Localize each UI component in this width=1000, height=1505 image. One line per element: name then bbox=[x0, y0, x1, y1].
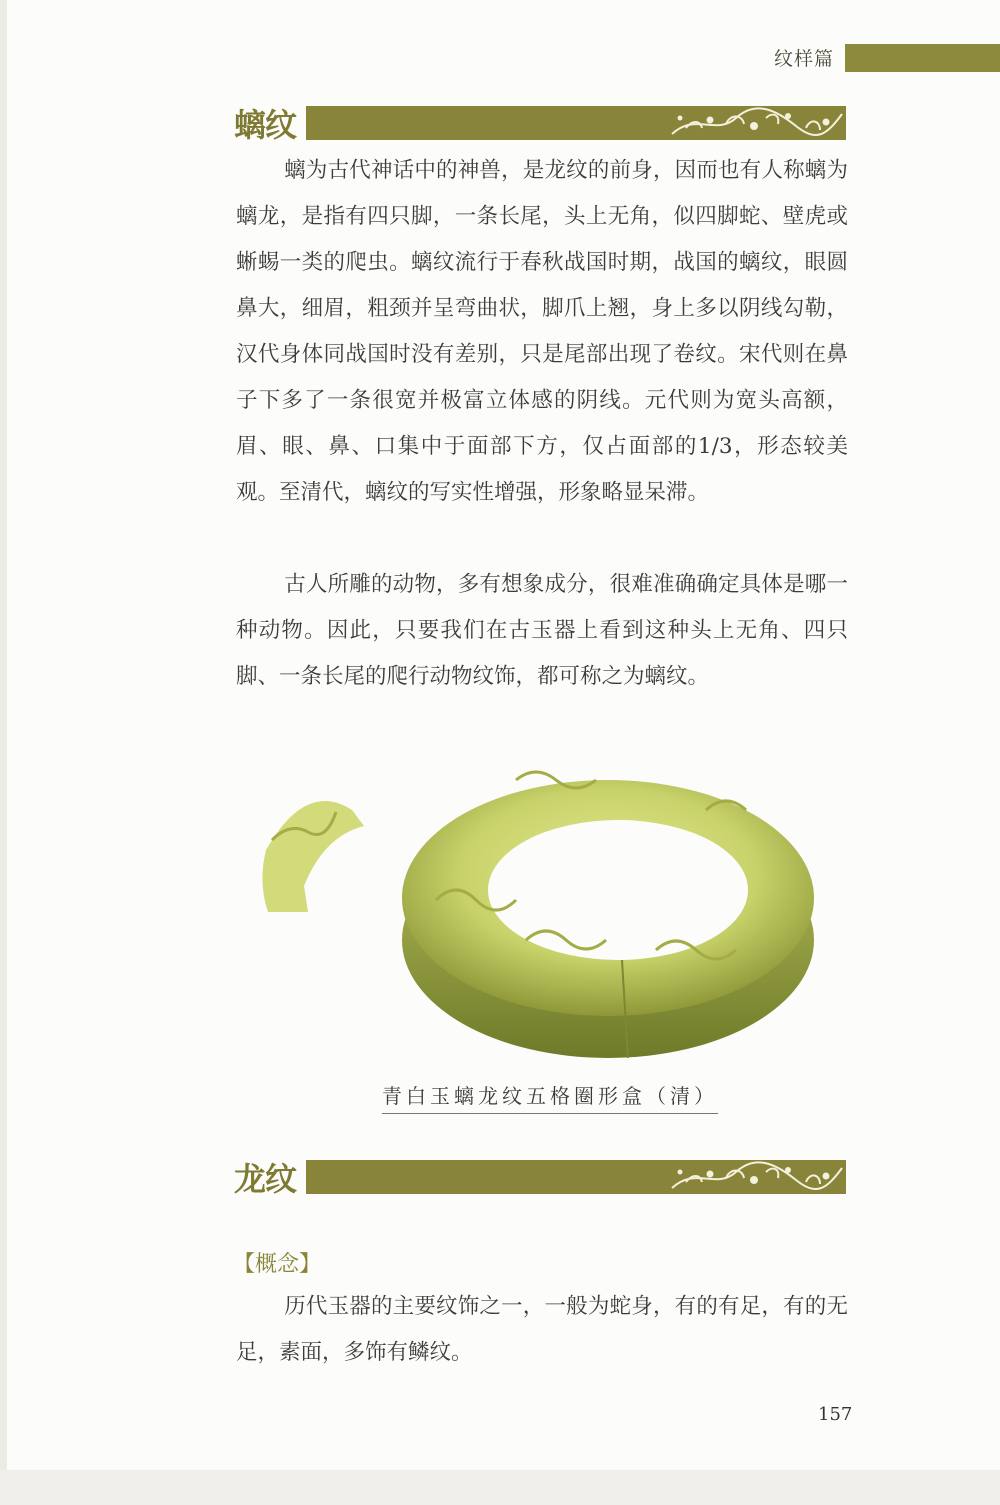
floral-ornament-icon bbox=[666, 1160, 846, 1194]
paragraph: 古人所雕的动物，多有想象成分，很难准确确定具体是哪一种动物。因此，只要我们在古玉器上看到这种头上无角、四只脚、一条长尾的爬行动物纹饰，都可称之为螭纹。 bbox=[236, 572, 848, 689]
section-title: 螭纹 bbox=[234, 106, 297, 144]
jade-box-photo bbox=[236, 740, 836, 1070]
scan-edge bbox=[0, 0, 7, 1505]
figure-caption: 青白玉螭龙纹五格圈形盒（清） bbox=[382, 1080, 718, 1114]
scan-edge-bottom bbox=[0, 1470, 1000, 1505]
section-title: 龙纹 bbox=[234, 1160, 297, 1198]
section-heading-chi bbox=[234, 104, 846, 144]
paragraph: 历代玉器的主要纹饰之一，一般为蛇身，有的有足，有的无足，素面，多饰有鳞纹。 bbox=[236, 1294, 848, 1365]
header-color-bar bbox=[845, 44, 1000, 72]
running-header: 纹样篇 bbox=[774, 48, 835, 70]
section-heading-long bbox=[234, 1158, 846, 1198]
paragraph: 螭为古代神话中的神兽，是龙纹的前身，因而也有人称螭为螭龙，是指有四只脚，一条长尾，头上无角，似四脚蛇、壁虎或蜥蜴一类的爬虫。螭纹流行于春秋战国时期，战国的螭纹，眼圆鼻大，细眉，粗颈并呈弯曲状，脚爪上翘，身上多以阴线勾勒，汉代身体同战国时没有差别，只是尾部出现了卷纹。宋代则在鼻子下多了一条很宽并极富立体感的阴线。元代则为宽头高额，眉、眼、鼻、口集中于面部下方，仅占面部的1/3，形态较美观。至清代，螭纹的写实性增强，形象略显呆滞。 bbox=[236, 158, 848, 505]
page-number: 157 bbox=[818, 1404, 853, 1425]
concept-label: 【概念】 bbox=[233, 1252, 322, 1277]
floral-ornament-icon bbox=[666, 106, 846, 140]
